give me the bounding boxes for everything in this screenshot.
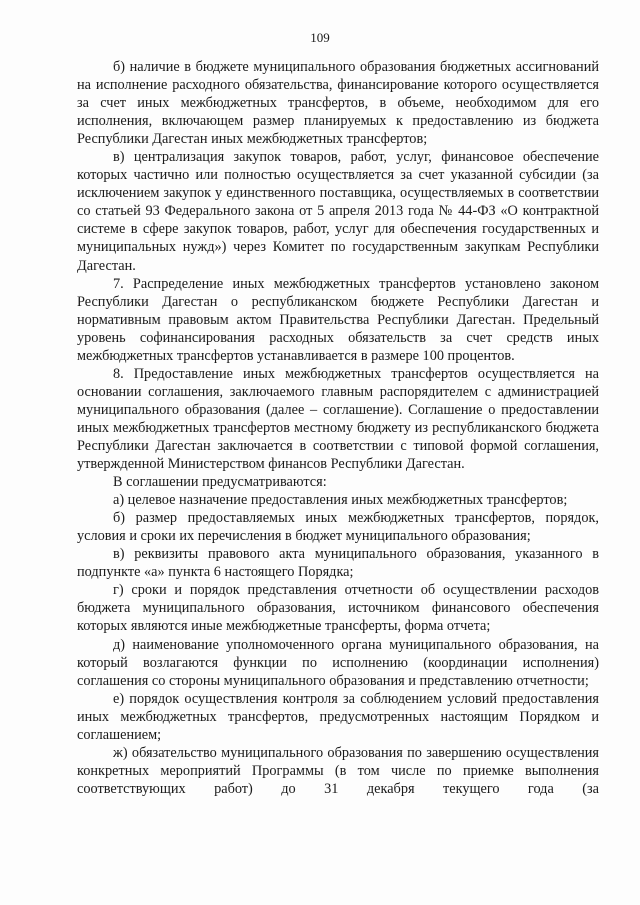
paragraph-v-procurement-centralization: в) централизация закупок товаров, работ, услуг, финансовое обеспечение которых частично или полностью осуществляется за счет указанной субсидии (за исключением закупок у единственного поставщика, осуществляемых в соответствии со статьей 93 Федерального закона от 5 апреля 2013 года № 44-ФЗ «О контрактной системе в сфере закупок товаров, работ, услуг для обеспечения государственных и муниципальных нужд») через Комитет по государственным закупкам Республики Дагестан. [77,149,599,274]
list-item-d: д) наименование уполномоченного органа муниципального образования, на который возлагаются функции по исполнению (координации исполнения) соглашения со стороны муниципального образования и представлению отчетности; [77,636,599,689]
list-item-b: б) размер предоставляемых иных межбюджетных трансфертов, порядок, условия и сроки их перечисления в бюджет муниципального образования; [77,510,599,545]
list-item-e: е) порядок осуществления контроля за соблюдением условий предоставления иных межбюджетных трансфертов, предусмотренных настоящим Порядком и соглашением; [77,690,599,743]
list-item-g: г) сроки и порядок представления отчетности об осуществлении расходов бюджета муниципального образования, источником финансового обеспечения которых являются иные межбюджетные трансферты, форма отчета; [77,582,599,635]
paragraph-8-agreement: 8. Предоставление иных межбюджетных трансфертов осуществляется на основании соглашения, заключаемого главным распорядителем с администрацией муниципального образования (далее – соглашение). Соглашение о предоставлении иных межбюджетных трансфертов местному бюджету из республиканского бюджета Республики Дагестан заключается в соответствии с типовой формой соглашения, утвержденной Министерством финансов Республики Дагестан. [77,365,599,473]
list-item-zh: ж) обязательство муниципального образования по завершению осуществления конкретных мероприятий Программы (в том числе по приемке выполнения соответствующих работ) до 31 декабря текущего года (за [77,744,599,797]
page-number: 109 [310,30,330,45]
paragraph-b-budget-allocations: б) наличие в бюджете муниципального образования бюджетных ассигнований на исполнение расходного обязательства, финансирование которого осуществляется за счет иных межбюджетных трансфертов, в объеме, необходимом для его исполнения, включающем размер планируемых к предоставлению из бюджета Республики Дагестан иных межбюджетных трансфертов; [77,59,599,148]
paragraph-7-distribution: 7. Распределение иных межбюджетных трансфертов установлено законом Республики Дагестан о республиканском бюджете Республики Дагестан и нормативным правовым актом Правительства Республики Дагестан. Предельный уровень софинансирования расходных обязательств за счет средств иных межбюджетных трансфертов устанавливается в размере 100 процентов. [77,275,599,364]
document-body [77,58,599,798]
list-item-v: в) реквизиты правового акта муниципального образования, указанного в подпункте «а» пункта 6 настоящего Порядка; [77,546,599,581]
list-item-a: а) целевое назначение предоставления иных межбюджетных трансфертов; [113,492,568,509]
paragraph-agreement-provisions-intro: В соглашении предусматриваются: [113,474,327,491]
